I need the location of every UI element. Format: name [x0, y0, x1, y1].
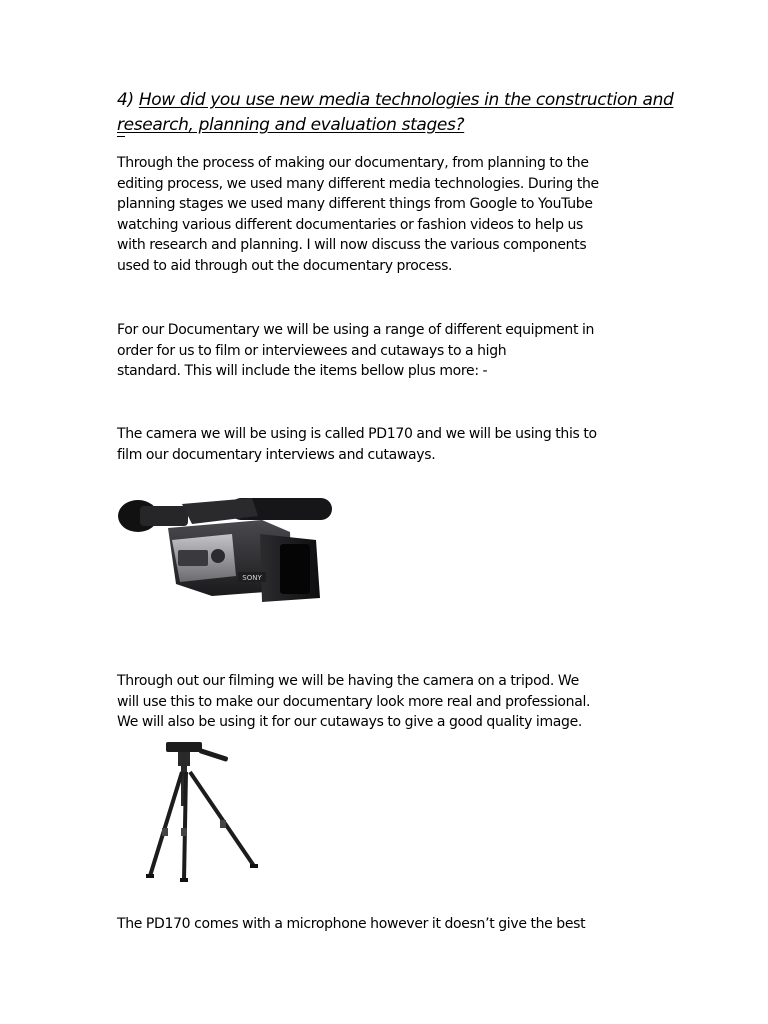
- question-heading: [117, 88, 677, 138]
- paragraph-camera: The camera we will be using is called PD170 and we will be using this to film our documentary interviews and cutaways.: [117, 426, 597, 463]
- underline-fragment: [117, 136, 125, 137]
- paragraph-tripod: Through out our filming we will be having the camera on a tripod. We will use this to make our documentary look more real and professional. We will also be using it for our cutaways to give a good quality image.: [117, 673, 591, 731]
- camera-brand-text: SONY: [242, 574, 262, 582]
- tripod-image: [136, 736, 264, 886]
- paragraph-intro: Through the process of making our documentary, from planning to the editing process, we used many different media technologies. During the planning stages we used many different things from Google to YouTube watching various different documentaries or fashion videos to help us with research and planning. I will now discuss the various components used to aid through out the documentary process.: [117, 155, 599, 274]
- paragraph-equipment: For our Documentary we will be using a range of different equipment in order for us to film or interviewees and cutaways to a high standard. This will include the items bellow plus more: -: [117, 322, 595, 380]
- camcorder-image: [112, 484, 340, 612]
- question-number: 4): [117, 90, 134, 110]
- paragraph-microphone: The PD170 comes with a microphone however it doesn’t give the best: [117, 916, 586, 932]
- question-text: How did you use new media technologies in the construction and research, planning and evaluation stages?: [117, 90, 674, 135]
